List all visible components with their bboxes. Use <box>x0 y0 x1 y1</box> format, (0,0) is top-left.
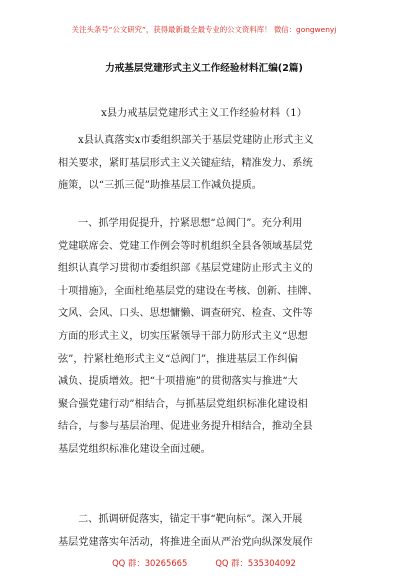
text-line: 聚合强党建行动”相结合，与抓基层党组织标准化建设相 <box>58 398 308 410</box>
section-heading: x县力戒基层党建形式主义工作经验材料（1） <box>101 108 307 119</box>
text-line: 二、抓调研促落实，锚定干事“靶向标”。深入开展 <box>78 514 303 525</box>
footer-contact <box>0 557 408 569</box>
footer-qq-group-1: QQ 群：30265665 <box>112 558 188 568</box>
footer-qq-group-2: QQ 群：535304092 <box>215 558 296 568</box>
promo-banner: 关注头条号“公文研究”，获得最新最全最专业的公文资料库！ 微信：gongwenyj <box>71 25 337 34</box>
text-line: 基层党组织标准化建设全面过硬。 <box>58 443 211 455</box>
text-line: 弦”，拧紧杜绝形式主义“总阀门”，推进基层工作纠偏 <box>58 353 298 365</box>
text-line: 减负、提质增效。把“十项措施”的贯彻落实与推进“大 <box>58 376 298 388</box>
text-line: 一、抓学用促提升，拧紧思想“总阀门”。充分利用 <box>78 218 303 229</box>
text-line: 党建联席会、党建工作例会等时机组织全县各领域基层党 <box>58 240 313 252</box>
text-line: 十项措施》，全面杜绝基层党的建设在考核、创新、挂牌、 <box>58 285 318 297</box>
paragraph-section-one <box>58 213 348 462</box>
text-line: 方面的形式主义，切实压紧领导干部力防形式主义“思想 <box>58 330 308 342</box>
document-title: 力戒基层党建形式主义工作经验材料汇编(2篇) <box>105 63 303 74</box>
paragraph-intro <box>58 130 348 198</box>
text-line: 文风、会风、口头、思想慵懒、调查研究、检查、文件等 <box>58 308 313 320</box>
text-line: 组织认真学习贯彻市委组织部《基层党建防止形式主义的 <box>58 263 313 275</box>
text-line: 结合，与参与基层治理、促进业务提升相结合，推动全县 <box>58 421 313 433</box>
text-line: 施策，以“三抓三促”助推基层工作减负提质。 <box>58 180 262 192</box>
text-line: 相关要求，紧盯基层形式主义关键症结，精准发力、系统 <box>58 157 313 169</box>
paragraph-section-two <box>58 509 348 554</box>
text-line: 基层党建落实年活动，将推进全面从严治党向纵深发展作 <box>58 536 313 548</box>
text-line: x县认真落实x市委组织部关于基层党建防止形式主义 <box>78 135 314 146</box>
